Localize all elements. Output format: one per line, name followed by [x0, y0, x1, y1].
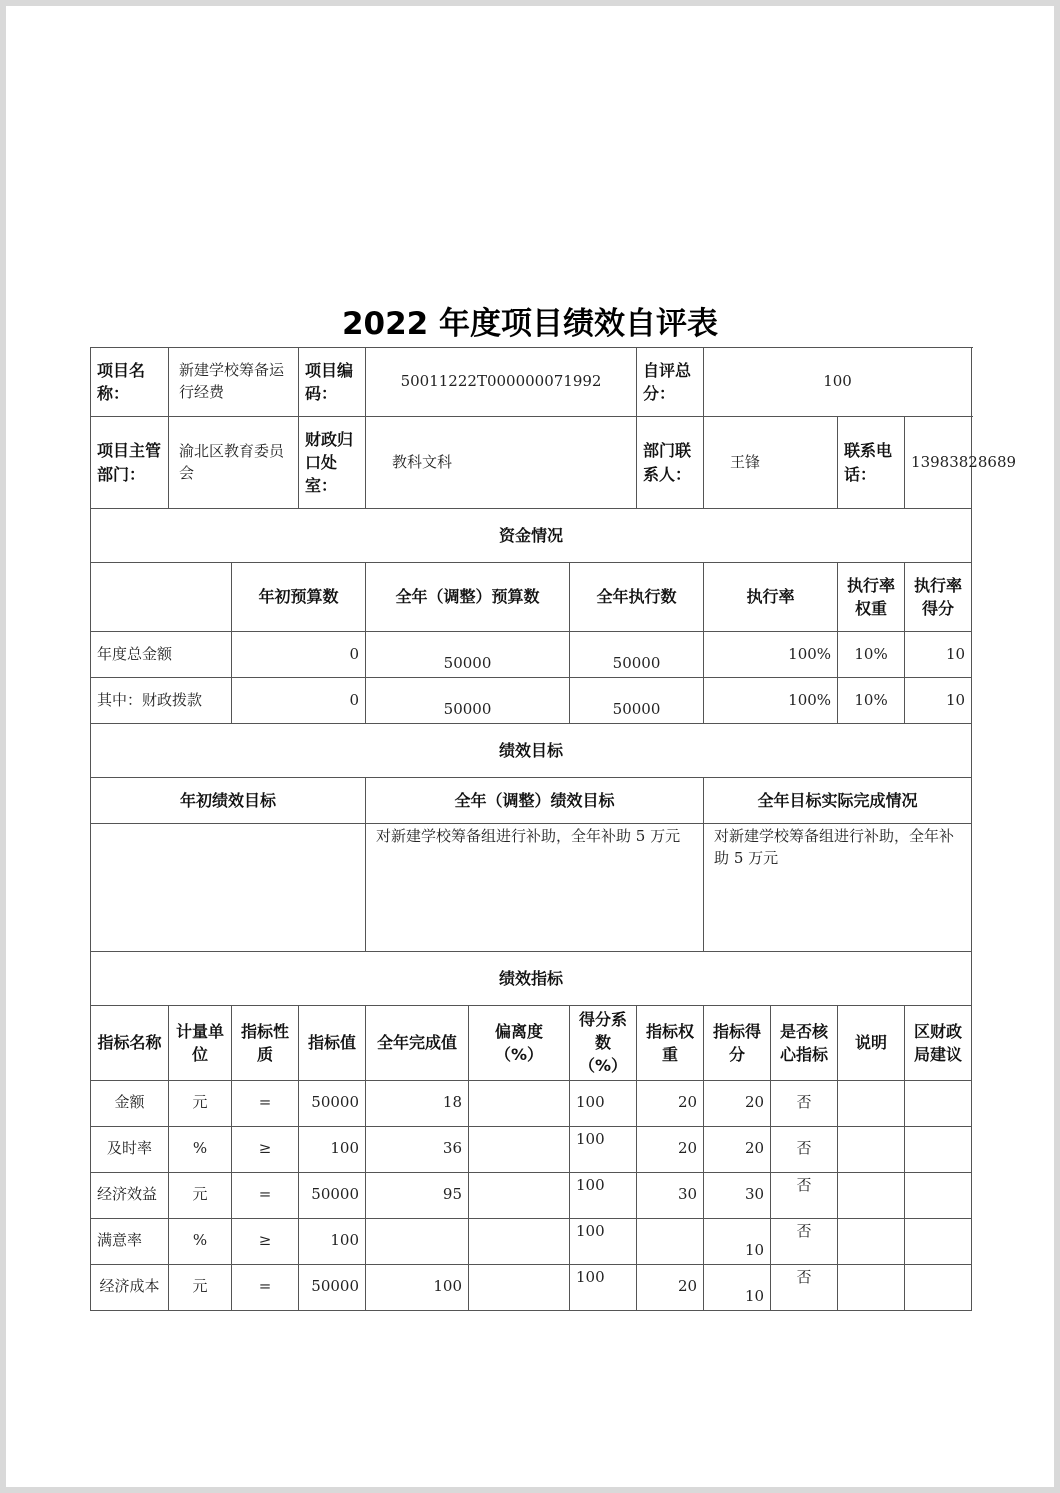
funds-row-label: 其中：财政拨款	[91, 678, 232, 724]
ind-advice	[905, 1264, 972, 1310]
ind-unit: %	[169, 1126, 232, 1172]
goals-header-adjusted: 全年（调整）绩效目标	[366, 778, 704, 824]
ind-core: 否	[771, 1126, 838, 1172]
info-row-1	[91, 348, 972, 417]
ind-header-coef: 得分系数（%）	[570, 1006, 637, 1081]
ind-done: 36	[366, 1126, 469, 1172]
ind-header-score: 指标得分	[704, 1006, 771, 1081]
ind-weight: 20	[637, 1080, 704, 1126]
funds-header-weight: 执行率权重	[838, 563, 905, 632]
ind-coef: 100	[570, 1126, 637, 1172]
phone-value: 13983828689	[905, 417, 972, 509]
funds-header-executed: 全年执行数	[570, 563, 704, 632]
self-score-label: 自评总分：	[637, 348, 704, 417]
ind-coef: 100	[570, 1080, 637, 1126]
funds-row-total	[91, 632, 972, 678]
ind-weight	[637, 1218, 704, 1264]
indicator-row	[91, 1264, 972, 1310]
evaluation-table	[90, 347, 1017, 1311]
ind-unit: 元	[169, 1264, 232, 1310]
ind-name: 满意率	[91, 1218, 169, 1264]
ind-done: 100	[366, 1264, 469, 1310]
funds-header-score: 执行率得分	[905, 563, 972, 632]
ind-header-dev: 偏离度（%）	[469, 1006, 570, 1081]
indicators-section-row	[91, 952, 972, 1006]
funds-score: 10	[905, 678, 972, 724]
ind-header-weight: 指标权重	[637, 1006, 704, 1081]
funds-initial: 0	[232, 678, 366, 724]
ind-advice	[905, 1126, 972, 1172]
ind-dev	[469, 1218, 570, 1264]
ind-dev	[469, 1172, 570, 1218]
goals-initial-text	[91, 824, 366, 952]
project-code-label: 项目编码：	[299, 348, 366, 417]
ind-done: 18	[366, 1080, 469, 1126]
ind-coef: 100	[570, 1264, 637, 1310]
ind-advice	[905, 1172, 972, 1218]
page-title: 2022 年度项目绩效自评表	[341, 306, 719, 342]
ind-nature: =	[232, 1080, 299, 1126]
info-row-2	[91, 417, 972, 509]
funds-weight: 10%	[838, 632, 905, 678]
goals-adjusted-text: 对新建学校筹备组进行补助，全年补助 5 万元	[366, 824, 704, 952]
ind-header-unit: 计量单位	[169, 1006, 232, 1081]
ind-dev	[469, 1126, 570, 1172]
ind-coef: 100	[570, 1172, 637, 1218]
funds-row-fiscal	[91, 678, 972, 724]
funds-adjusted: 50000	[366, 632, 570, 678]
ind-unit: 元	[169, 1172, 232, 1218]
ind-name: 经济成本	[91, 1264, 169, 1310]
project-name-value: 新建学校筹备运行经费	[169, 348, 299, 417]
contact-value: 王锋	[704, 417, 838, 509]
ind-value: 100	[299, 1126, 366, 1172]
ind-dev	[469, 1080, 570, 1126]
goals-header-row	[91, 778, 972, 824]
ind-value: 50000	[299, 1172, 366, 1218]
funds-header-adjusted: 全年（调整）预算数	[366, 563, 570, 632]
ind-nature: =	[232, 1172, 299, 1218]
ind-core: 否	[771, 1172, 838, 1218]
ind-done	[366, 1218, 469, 1264]
ind-core: 否	[771, 1080, 838, 1126]
ind-note	[838, 1080, 905, 1126]
ind-header-note: 说明	[838, 1006, 905, 1081]
ind-header-done: 全年完成值	[366, 1006, 469, 1081]
ind-core: 否	[771, 1218, 838, 1264]
goals-header-actual: 全年目标实际完成情况	[704, 778, 972, 824]
ind-value: 100	[299, 1218, 366, 1264]
ind-value: 50000	[299, 1264, 366, 1310]
funds-row-label: 年度总金额	[91, 632, 232, 678]
finance-office-value: 教科文科	[366, 417, 637, 509]
ind-unit: %	[169, 1218, 232, 1264]
goals-section-title: 绩效目标	[91, 724, 972, 778]
funds-section-row	[91, 509, 972, 563]
ind-unit: 元	[169, 1080, 232, 1126]
goals-content-row	[91, 824, 972, 952]
ind-value: 50000	[299, 1080, 366, 1126]
ind-nature: ≥	[232, 1218, 299, 1264]
ind-dev	[469, 1264, 570, 1310]
ind-header-value: 指标值	[299, 1006, 366, 1081]
funds-header-rate: 执行率	[704, 563, 838, 632]
funds-header-initial: 年初预算数	[232, 563, 366, 632]
goals-section-row	[91, 724, 972, 778]
ind-nature: ≥	[232, 1126, 299, 1172]
ind-header-nature: 指标性质	[232, 1006, 299, 1081]
self-score-value: 100	[704, 348, 972, 417]
ind-score: 20	[704, 1126, 771, 1172]
project-code-value: 50011222T000000071992	[366, 348, 637, 417]
ind-score: 20	[704, 1080, 771, 1126]
ind-done: 95	[366, 1172, 469, 1218]
dept-label: 项目主管部门：	[91, 417, 169, 509]
ind-note	[838, 1218, 905, 1264]
funds-section-title: 资金情况	[91, 509, 972, 563]
indicator-row	[91, 1218, 972, 1264]
ind-header-name: 指标名称	[91, 1006, 169, 1081]
funds-initial: 0	[232, 632, 366, 678]
goals-header-initial: 年初绩效目标	[91, 778, 366, 824]
ind-score: 10	[704, 1218, 771, 1264]
funds-rate: 100%	[704, 678, 838, 724]
finance-office-label: 财政归口处室：	[299, 417, 366, 509]
indicator-row	[91, 1126, 972, 1172]
ind-weight: 20	[637, 1264, 704, 1310]
funds-weight: 10%	[838, 678, 905, 724]
ind-advice	[905, 1080, 972, 1126]
funds-header-row	[91, 563, 972, 632]
ind-score: 10	[704, 1264, 771, 1310]
project-name-label: 项目名称：	[91, 348, 169, 417]
ind-name: 及时率	[91, 1126, 169, 1172]
ind-note	[838, 1126, 905, 1172]
dept-value: 渝北区教育委员会	[169, 417, 299, 509]
contact-label: 部门联系人：	[637, 417, 704, 509]
ind-name: 金额	[91, 1080, 169, 1126]
funds-executed: 50000	[570, 678, 704, 724]
ind-weight: 20	[637, 1126, 704, 1172]
ind-header-core: 是否核心指标	[771, 1006, 838, 1081]
indicator-row	[91, 1080, 972, 1126]
funds-adjusted: 50000	[366, 678, 570, 724]
ind-note	[838, 1172, 905, 1218]
indicator-row	[91, 1172, 972, 1218]
ind-coef: 100	[570, 1218, 637, 1264]
goals-actual-text: 对新建学校筹备组进行补助，全年补助 5 万元	[704, 824, 972, 952]
indicators-section-title: 绩效指标	[91, 952, 972, 1006]
ind-advice	[905, 1218, 972, 1264]
ind-score: 30	[704, 1172, 771, 1218]
ind-nature: =	[232, 1264, 299, 1310]
phone-label: 联系电话：	[838, 417, 905, 509]
indicators-header-row	[91, 1006, 972, 1081]
ind-weight: 30	[637, 1172, 704, 1218]
ind-core: 否	[771, 1264, 838, 1310]
funds-rate: 100%	[704, 632, 838, 678]
funds-score: 10	[905, 632, 972, 678]
funds-header-blank	[91, 563, 232, 632]
ind-note	[838, 1264, 905, 1310]
ind-name: 经济效益	[91, 1172, 169, 1218]
ind-header-advice: 区财政局建议	[905, 1006, 972, 1081]
funds-executed: 50000	[570, 632, 704, 678]
